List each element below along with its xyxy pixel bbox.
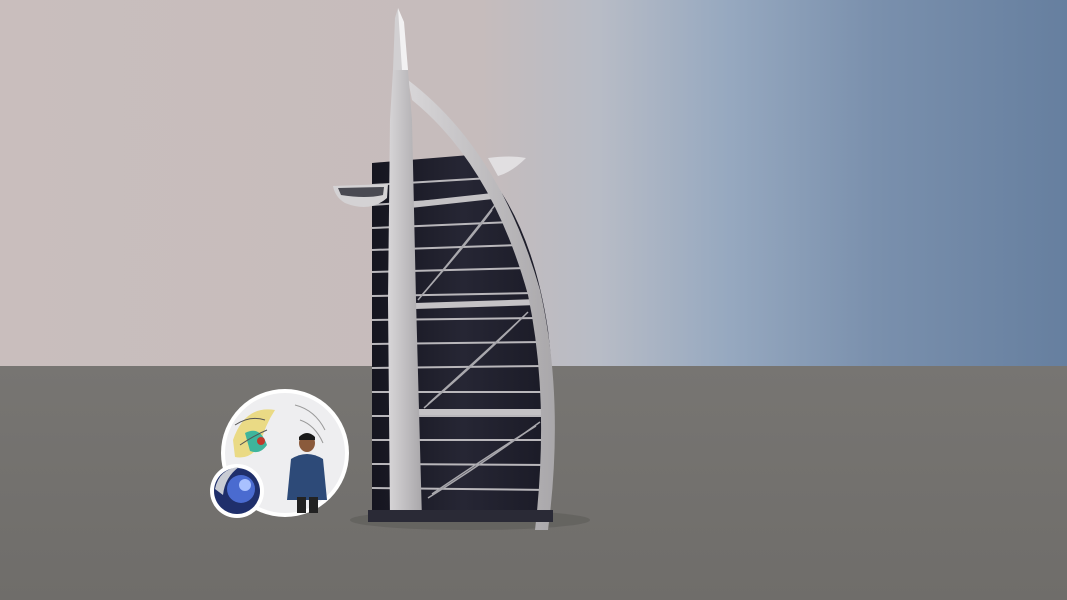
helipad-top (338, 187, 384, 197)
presenter-badge (205, 385, 355, 525)
tower-base (368, 510, 553, 522)
skyview-restaurant (488, 157, 526, 177)
cinema-4d-logo-icon (210, 464, 264, 518)
